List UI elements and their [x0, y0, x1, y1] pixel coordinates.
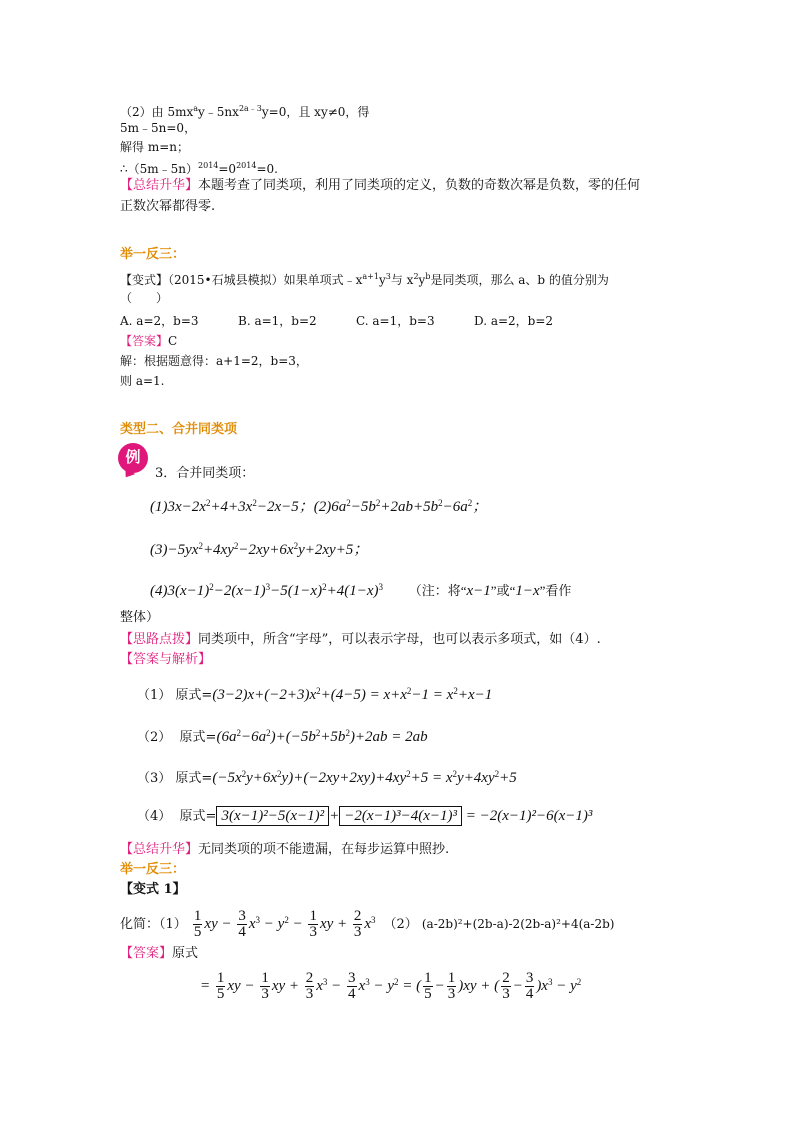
- variant-1-tag: 【变式 1】: [120, 882, 186, 897]
- question-paren: （ ）: [120, 291, 169, 305]
- section-heading: 类型二、合并同类项: [120, 422, 238, 437]
- answer-2: （2） 原式$=(6a^2-6a^2)+(-5b^2+5b^2)+2ab = 2ab$: [137, 728, 428, 745]
- answer-1: （1） 原式$=(3-2)x+(-2+3)x^2+(4-5) = x+x^2-1 = x^2+x-1$: [137, 686, 493, 703]
- answer-4: （4） 原式= 3(x−1)²−5(x−1)² + −2(x−1)³−4(x−1)³ = −2(x−1)²−6(x−1)³: [137, 808, 593, 824]
- solution-line-1: （2）由 $5mx^ay﹣5nx^{2a﹣3}y=0$，且 xy≠0，得: [120, 104, 370, 119]
- hint-line: 【思路点拨】同类项中，所含“字母”，可以表示字母，也可以表示多项式，如（4）.: [120, 632, 601, 647]
- solution-2: 则 a=1.: [120, 374, 165, 388]
- bracket-group-2: −2(x−1)³−4(x−1)³: [339, 806, 462, 826]
- practice-heading: 举一反三：: [120, 247, 186, 262]
- simplify-line: 化简：（1） $\frac{1}{5}$ xy − $\frac{3}{4}$ $x^3 - y^2$ − $\frac{1}{3}$ xy + $\frac{2}{3}$ $x^3$ （2） (a-2b)²+(2b-a)-2(2b-a)²+4(a-2b): [120, 908, 615, 941]
- options-row: [120, 312, 553, 330]
- equation-1: $(1)3x-2x^2+4+3x^2-2x-5$；$(2)6a^2-5b^2+2ab+5b^2-6a^2$；: [150, 498, 488, 515]
- solution-1: 解：根据题意得：a+1=2，b=3，: [120, 354, 308, 368]
- solution-line-2: 5m﹣5n=0，: [120, 121, 197, 135]
- equation-2: $(3)-5yx^2+4xy^2-2xy+6x^2y+2xy+5$；: [150, 541, 369, 558]
- option-a: A. a=2，b=3: [120, 314, 199, 328]
- solution-line-3: 解得 m=n；: [120, 140, 189, 154]
- problem-statement: 3．合并同类项：: [155, 466, 255, 481]
- equation-3-cont: 整体）: [120, 610, 160, 625]
- summary-line: 【总结升华】本题考查了同类项，利用了同类项的定义，负数的奇数次幂是负数，零的任何: [120, 178, 641, 193]
- answer-line: 【答案】C: [120, 334, 178, 348]
- summary-tag: 【总结升华】: [120, 178, 199, 193]
- solution-line-4: $\therefore(5m﹣5n)^{2014}=0^{2014}=0$.: [120, 161, 278, 176]
- equation-3: $(4)3(x-1)^2-2(x-1)^3-5(1-x)^2+4(1-x)^3$ （注：将“x−1”或“1−x”看作: [150, 582, 572, 599]
- example-badge-icon: 例: [118, 443, 148, 473]
- option-b: B. a=1，b=2: [238, 314, 317, 328]
- answer-expression: = $\frac{1}{5}$ xy − $\frac{1}{3}$ xy + $\frac{2}{3}$ $x^3$ − $\frac{3}{4}$ $x^3 - y^2$ = ( $\frac{1}{5}$ − $\frac{1}{3}$ )xy + ( $\frac{2}{3}$ − $\frac{3}{4}$ )$x^3 - y^2$: [200, 970, 582, 1003]
- option-d: D. a=2，b=2: [474, 314, 554, 328]
- answer-line-2: 【答案】原式: [120, 946, 199, 961]
- variant-question: 【变式】（2015•石城县模拟）如果单项式$﹣x^{a+1}y^3$与 $x^2y^b$是同类项，那么 a、b 的值分别为: [120, 272, 609, 287]
- answer-analysis-tag: 【答案与解析】: [120, 652, 212, 667]
- summary-line-2: 【总结升华】无同类项的项不能遗漏，在每步运算中照抄.: [120, 842, 450, 857]
- option-c: C. a=1，b=3: [356, 314, 435, 328]
- summary-line-2: 正数次幂都得零.: [120, 199, 216, 214]
- practice-heading-2: 举一反三：: [120, 862, 186, 877]
- bracket-group-1: 3(x−1)²−5(x−1)²: [216, 806, 329, 826]
- answer-3: （3） 原式$=(-5x^2y+6x^2y)+(-2xy+2xy)+4xy^2+5 = x^2y+4xy^2+5$: [137, 769, 517, 786]
